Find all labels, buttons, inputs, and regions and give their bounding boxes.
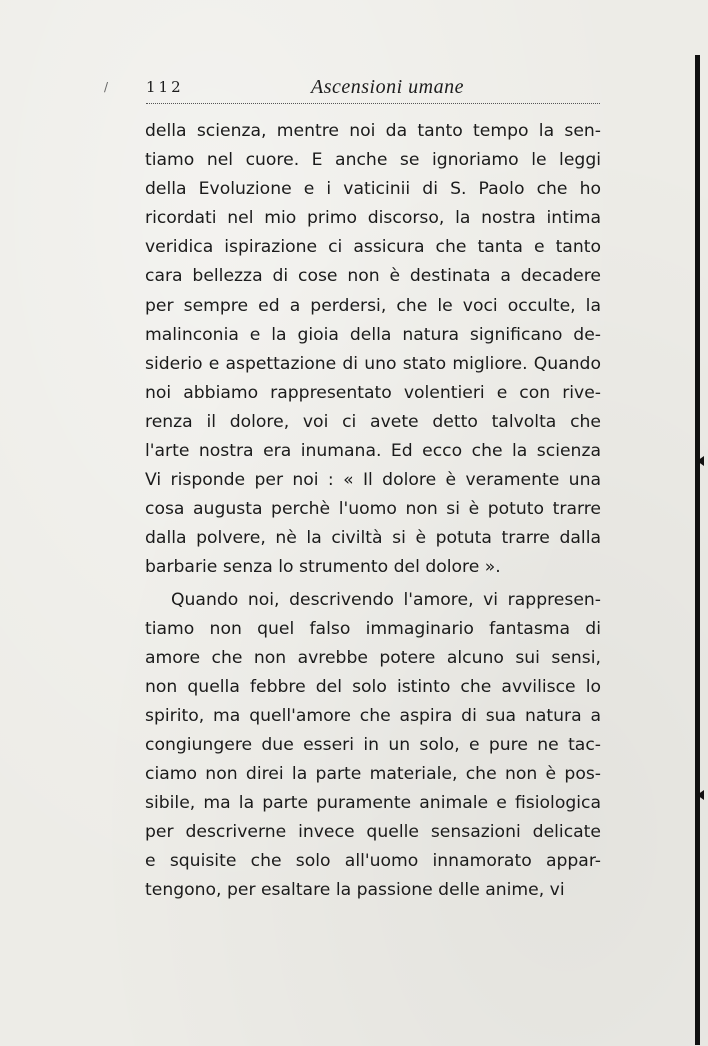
text-line: noi abbiamo rappresentato volentieri e con rive- <box>145 382 601 403</box>
text-line: della scienza, mentre noi da tanto tempo la sen- <box>145 121 601 141</box>
text-line: barbarie senza lo strumento del dolore ». <box>145 557 501 578</box>
text-line: sibile, ma la parte puramente animale e fisiologica <box>145 793 601 814</box>
header-rule <box>146 103 600 104</box>
paragraph <box>145 117 601 583</box>
text-line: siderio e aspettazione di uno stato migliore. Quando <box>145 353 601 374</box>
text-line: Quando noi, descrivendo l'amore, vi rappresen- <box>171 589 601 610</box>
text-line: spirito, ma quell'amore che aspira di sua natura a <box>145 705 601 726</box>
text-line: cara bellezza di cose non è destinata a decadere <box>145 266 601 287</box>
text-line: non quella febbre del solo istinto che avvilisce lo <box>145 676 601 697</box>
text-line: tengono, per esaltare la passione delle anime, vi <box>145 880 565 901</box>
running-title: Ascensioni umane <box>311 76 464 98</box>
text-line: tiamo nel cuore. E anche se ignoriamo le leggi <box>145 150 601 171</box>
text-line: congiungere due esseri in un solo, e pure ne tac- <box>145 734 601 755</box>
page-header <box>146 74 600 104</box>
page-number: 112 <box>146 78 184 96</box>
body-text <box>145 117 601 906</box>
text-line: l'arte nostra era inumana. Ed ecco che la scienza <box>145 441 601 462</box>
text-line: ciamo non direi la parte materiale, che non è pos- <box>145 764 601 785</box>
margin-tick: / <box>104 80 109 94</box>
text-line: e squisite che solo all'uomo innamorato appar- <box>145 851 601 872</box>
text-line: dalla polvere, nè la civiltà si è potuta trarre dalla <box>145 528 601 549</box>
text-line: per descriverne invece quelle sensazioni delicate <box>145 822 601 843</box>
text-line: malinconia e la gioia della natura significano de- <box>145 324 601 345</box>
page-edge-shadow <box>695 55 700 1045</box>
text-line: cosa augusta perchè l'uomo non si è potuto trarre <box>145 499 601 520</box>
text-line: amore che non avrebbe potere alcuno sui sensi, <box>145 647 601 668</box>
text-line: renza il dolore, voi ci avete detto talvolta che <box>145 411 601 432</box>
text-line: per sempre ed a perdersi, che le voci occulte, la <box>145 295 601 316</box>
text-line: ricordati nel mio primo discorso, la nostra intima <box>145 208 601 229</box>
text-line: Vi risponde per noi : « Il dolore è veramente una <box>145 470 601 491</box>
text-line: della Evoluzione e i vaticinii di S. Paolo che ho <box>145 179 601 200</box>
text-line: tiamo non quel falso immaginario fantasma di <box>145 618 601 639</box>
text-line: veridica ispirazione ci assicura che tanta e tanto <box>145 237 601 258</box>
paragraph <box>145 586 601 906</box>
